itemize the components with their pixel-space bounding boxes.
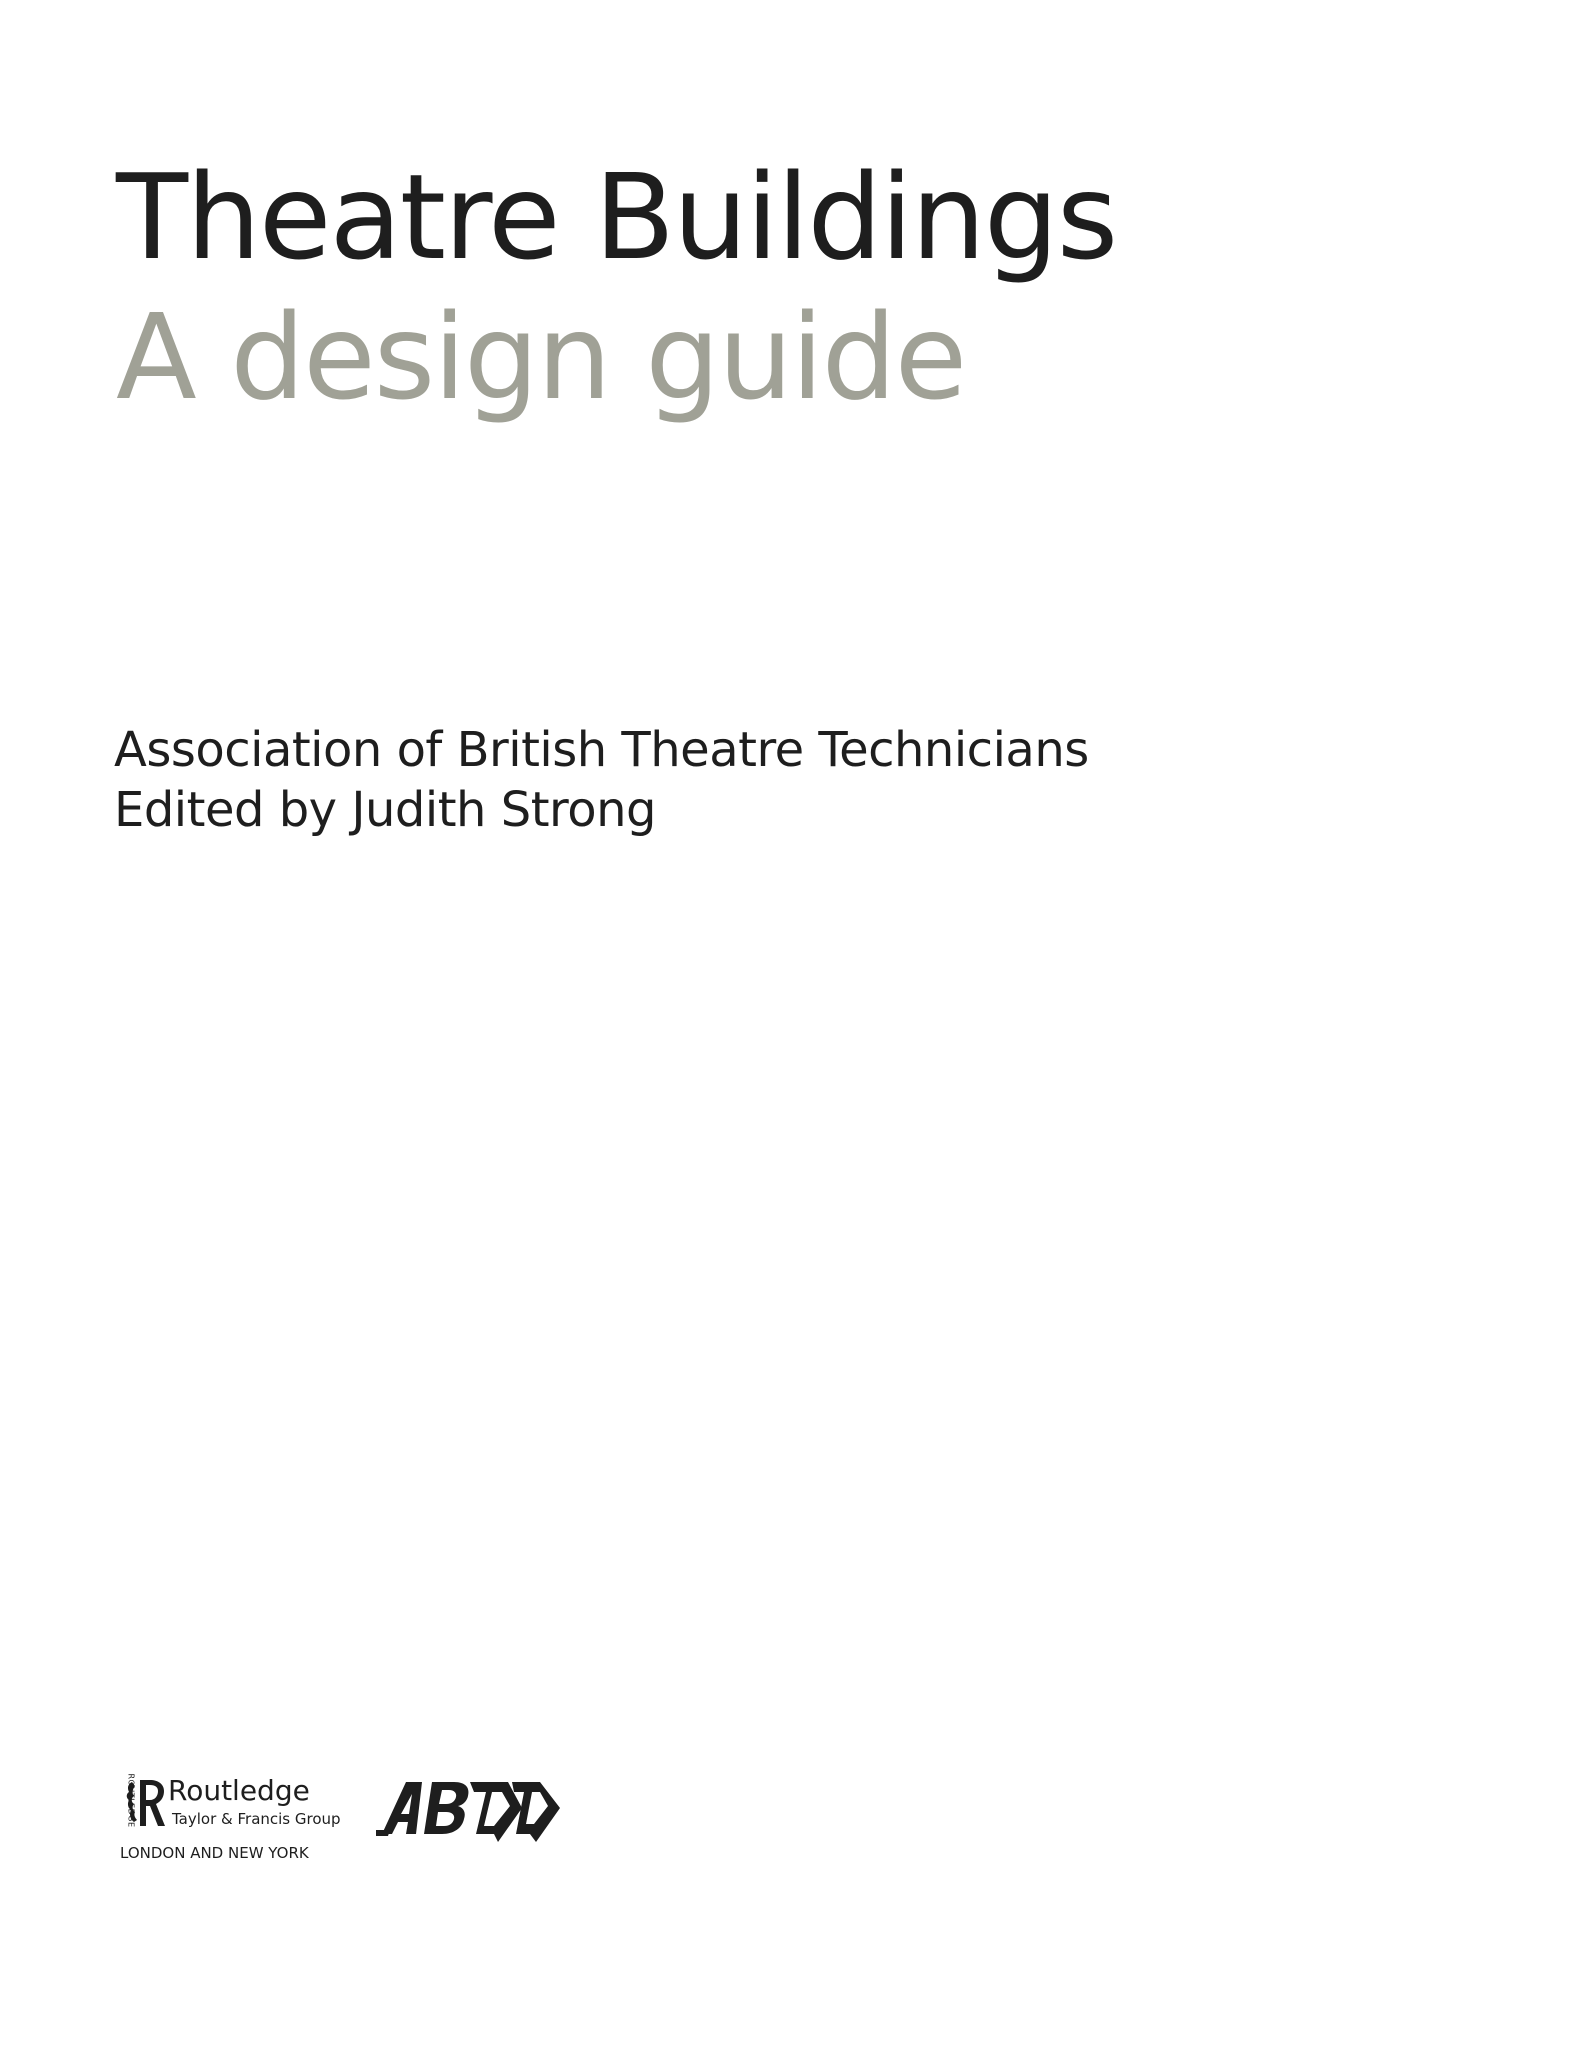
publisher-group: Taylor & Francis Group — [172, 1810, 341, 1828]
publisher-name: Routledge — [168, 1774, 310, 1807]
routledge-r-icon — [118, 1776, 166, 1830]
routledge-logo — [118, 1768, 348, 1864]
publisher-places: LONDON AND NEW YORK — [120, 1844, 309, 1862]
organisation-name: Association of British Theatre Technicians — [114, 722, 1089, 778]
routledge-spine-text: ROUTLEDGE — [126, 1773, 136, 1828]
book-subtitle: A design guide — [116, 288, 966, 426]
book-title: Theatre Buildings — [116, 148, 1117, 286]
editor-line: Edited by Judith Strong — [114, 782, 656, 838]
abtt-logo-icon — [376, 1772, 562, 1850]
